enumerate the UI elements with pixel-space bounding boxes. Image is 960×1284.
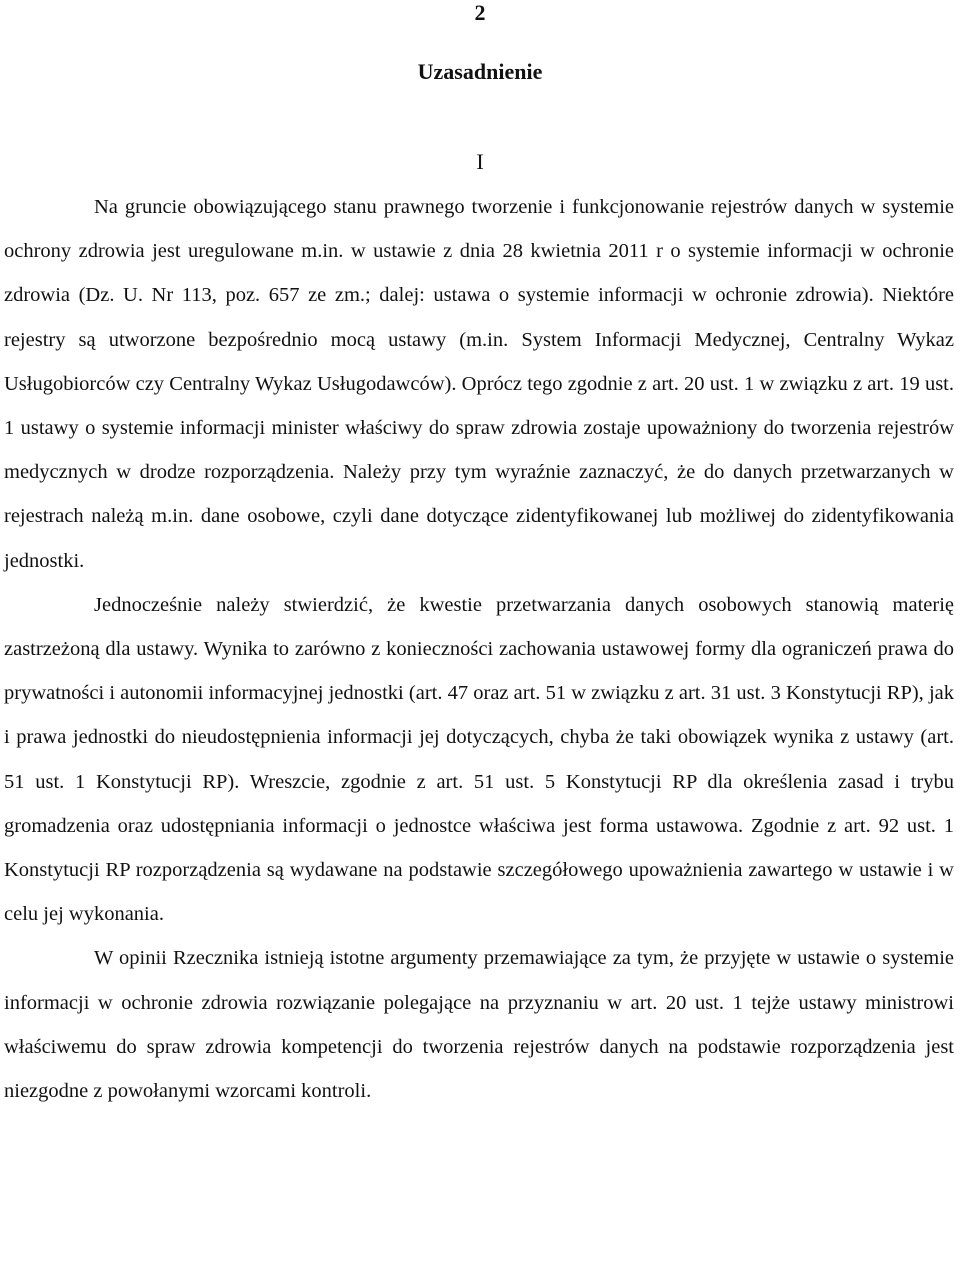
document-body (4, 185, 954, 1113)
paragraph-1: Na gruncie obowiązującego stanu prawnego tworzenie i funkcjonowanie rejestrów danych w systemie ochrony zdrowia jest uregulowane m.in. w ustawie z dnia 28 kwietnia 2011 r o systemie informacji w ochronie zdrowia (Dz. U. Nr 113, poz. 657 ze zm.; dalej: ustawa o systemie informacji w ochronie zdrowia). Niektóre rejestry są utworzone bezpośrednio mocą ustawy (m.in. System Informacji Medycznej, Centralny Wykaz Usługobiorców czy Centralny Wykaz Usługodawców). Oprócz tego zgodnie z art. 20 ust. 1 w związku z art. 19 ust. 1 ustawy o systemie informacji minister właściwy do spraw zdrowia zostaje upoważniony do tworzenia rejestrów medycznych w drodze rozporządzenia. Należy przy tym wyraźnie zaznaczyć, że do danych przetwarzanych w rejestrach należą m.in. dane osobowe, czyli dane dotyczące zidentyfikowanej lub możliwej do zidentyfikowania jednostki. (4, 196, 954, 572)
section-numeral: I (476, 149, 484, 174)
document-title: Uzasadnienie (417, 59, 543, 84)
paragraph-2: Jednocześnie należy stwierdzić, że kwestie przetwarzania danych osobowych stanowią materię zastrzeżoną dla ustawy. Wynika to zarówno z konieczności zachowania ustawowej formy dla ograniczeń prawa do prywatności i autonomii informacyjnej jednostki (art. 47 oraz art. 51 w związku z art. 31 ust. 3 Konstytucji RP), jak i prawa jednostki do nieudostępnienia informacji jej dotyczących, chyba że taki obowiązek wynika z ustawy (art. 51 ust. 1 Konstytucji RP). Wreszcie, zgodnie z art. 51 ust. 5 Konstytucji RP dla określenia zasad i trybu gromadzenia oraz udostępniania informacji o jednostce właściwa jest forma ustawowa. Zgodnie z art. 92 ust. 1 Konstytucji RP rozporządzenia są wydawane na podstawie szczegółowego upoważnienia zawartego w ustawie i w celu jej wykonania. (4, 593, 954, 926)
paragraph-3: W opinii Rzecznika istnieją istotne argumenty przemawiające za tym, że przyjęte w ustawie o systemie informacji w ochronie zdrowia rozwiązanie polegające na przyznaniu w art. 20 ust. 1 tejże ustawy ministrowi właściwemu do spraw zdrowia kompetencji do tworzenia rejestrów danych na podstawie rozporządzenia jest niezgodne z powołanymi wzorcami kontroli. (4, 947, 954, 1103)
page-number: 2 (474, 0, 486, 25)
